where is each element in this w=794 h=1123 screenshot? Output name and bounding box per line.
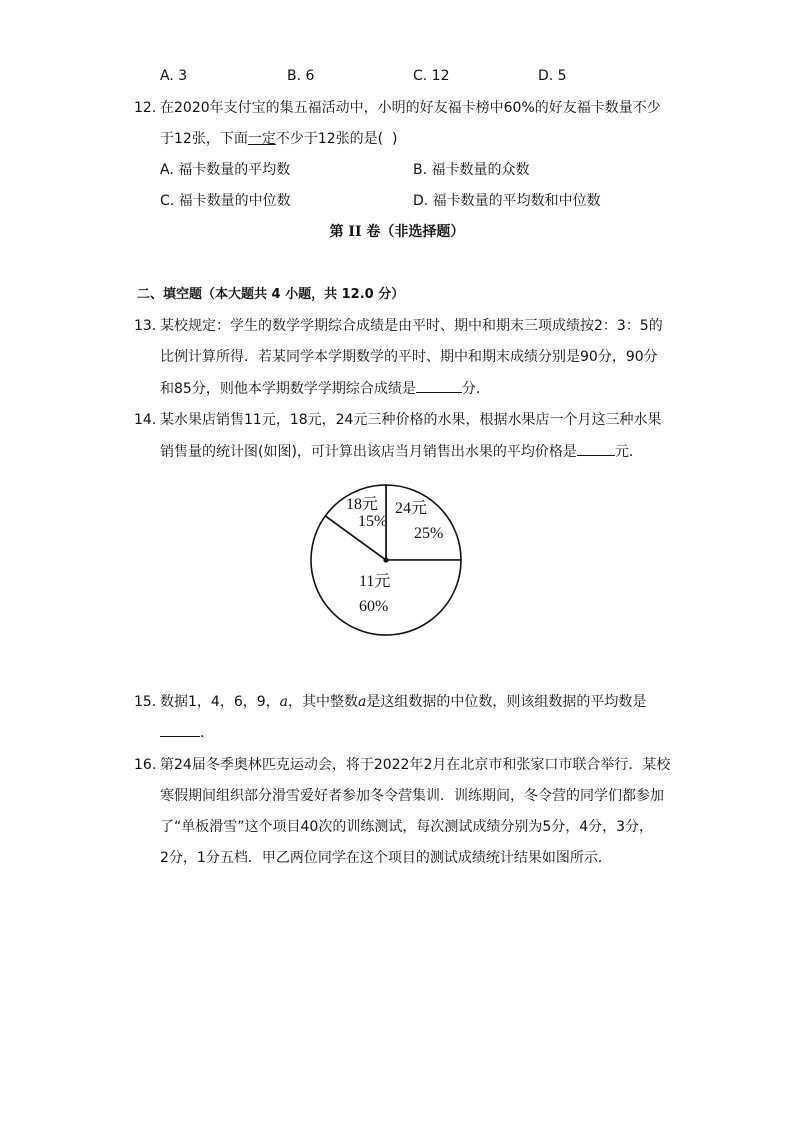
q12-option-a: A. 福卡数量的平均数 bbox=[160, 162, 291, 178]
q15-text-c: 是这组数据的中位数，则该组数据的平均数是 bbox=[366, 694, 647, 710]
q12-emphasis: 一定 bbox=[247, 131, 276, 147]
q15-line2-post: ． bbox=[200, 725, 214, 741]
q14-line2-pre: 销售量的统计图(如图)，可计算出该店当月销售出水果的平均价格是 bbox=[160, 444, 577, 460]
q15-line2 bbox=[160, 722, 214, 743]
q13-line3 bbox=[160, 378, 490, 399]
q15-answer-blank[interactable] bbox=[160, 722, 200, 737]
q15-text-b: ，其中整数 bbox=[288, 694, 358, 710]
q12-line1: 在2020年支付宝的集五福活动中，小明的好友福卡榜中60%的好友福卡数量不少 bbox=[160, 100, 661, 116]
q15-text-a: 数据1，4，6，9， bbox=[160, 694, 280, 710]
q12-option-c: C. 福卡数量的中位数 bbox=[160, 193, 291, 209]
q13-line3-post: 分． bbox=[461, 381, 490, 397]
slice-24-label: 24元 bbox=[395, 500, 428, 517]
q16-number: 16. bbox=[134, 757, 157, 773]
q12-option-b: B. 福卡数量的众数 bbox=[413, 162, 530, 178]
q14-line2 bbox=[160, 441, 643, 462]
q12-number: 12. bbox=[134, 100, 157, 116]
q16-line4: 2分，1分五档．甲乙两位同学在这个项目的测试成绩统计结果如图所示． bbox=[160, 850, 612, 866]
pie-slice-0 bbox=[386, 485, 461, 560]
slice-18-label: 18元 bbox=[346, 496, 379, 513]
q12-option-d: D. 福卡数量的平均数和中位数 bbox=[413, 193, 601, 209]
q16-line2: 寒假期间组织部分滑雪爱好者参加冬令营集训．训练期间，冬令营的同学们都参加 bbox=[160, 788, 664, 804]
part-title: 第 II 卷（非选择题） bbox=[329, 224, 465, 240]
q13-line3-pre: 和85分，则他本学期数学学期综合成绩是 bbox=[160, 381, 416, 397]
q15-line1 bbox=[160, 692, 646, 712]
q15-var-a1: a bbox=[279, 694, 288, 710]
q15-var-a2: a bbox=[358, 694, 367, 710]
q13-answer-blank[interactable] bbox=[416, 378, 462, 393]
slice-24-percent: 25% bbox=[414, 525, 444, 542]
slice-11-label: 11元 bbox=[359, 573, 391, 590]
q12-line2 bbox=[160, 129, 397, 149]
q11-option-d: D. 5 bbox=[538, 68, 567, 84]
q14-answer-blank[interactable] bbox=[577, 441, 615, 456]
q13-number: 13. bbox=[134, 318, 157, 334]
q13-line1: 某校规定：学生的数学学期综合成绩是由平时、期中和期末三项成绩按2：3：5的 bbox=[160, 318, 663, 334]
q14-number: 14. bbox=[134, 412, 157, 428]
pie-chart bbox=[300, 480, 470, 640]
q11-option-a: A. 3 bbox=[160, 68, 188, 84]
q14-line2-post: 元． bbox=[614, 444, 643, 460]
q16-line1: 第24届冬季奥林匹克运动会，将于2022年2月在北京市和张家口市联合举行．某校 bbox=[160, 757, 671, 773]
q14-line1: 某水果店销售11元，18元，24元三种价格的水果，根据水果店一个月这三种水果 bbox=[160, 412, 662, 428]
q12-line2-post: 不少于12张的是( ) bbox=[275, 131, 398, 147]
q11-option-b: B. 6 bbox=[287, 68, 315, 84]
q16-line3: 了“单板滑雪”这个项目40次的训练测试，每次测试成绩分别为5分，4分，3分， bbox=[160, 819, 654, 835]
pie-center-dot bbox=[383, 557, 388, 562]
q12-line2-pre: 于12张，下面 bbox=[160, 131, 248, 147]
q13-line2: 比例计算所得．若某同学本学期数学的平时、期中和期末成绩分别是90分，90分 bbox=[160, 349, 658, 365]
q15-number: 15. bbox=[134, 694, 157, 710]
section-heading: 二、填空题（本大题共 4 小题，共 12.0 分） bbox=[137, 287, 405, 302]
slice-18-percent: 15% bbox=[358, 513, 388, 530]
q11-option-c: C. 12 bbox=[413, 68, 450, 84]
slice-11-percent: 60% bbox=[359, 598, 389, 615]
